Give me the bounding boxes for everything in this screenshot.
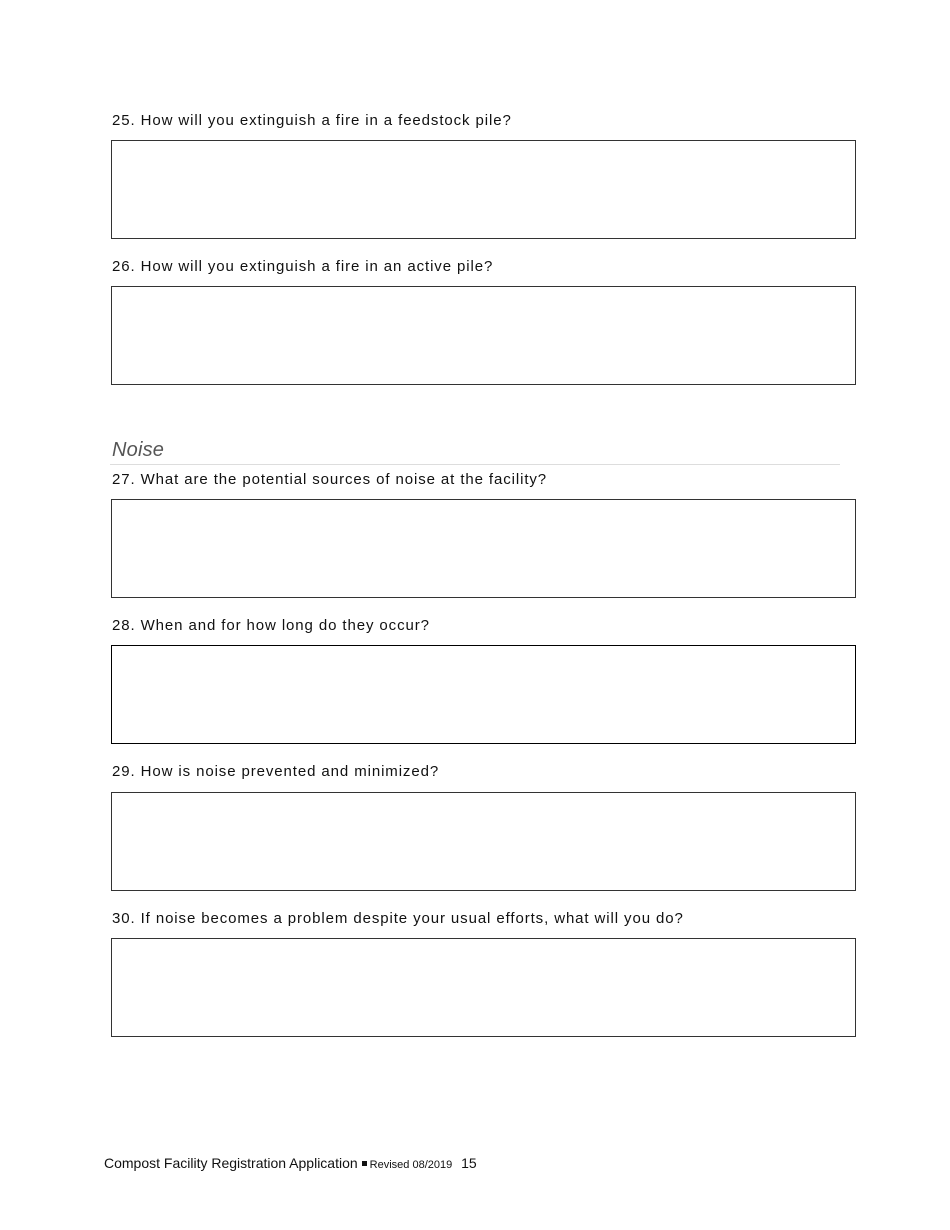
question-29-label: 29. How is noise prevented and minimized? [112,763,440,780]
question-30-label: 30. If noise becomes a problem despite your usual efforts, what will you do? [112,910,684,927]
question-28-label: 28. When and for how long do they occur? [112,617,430,634]
question-29-answer-box[interactable] [111,792,856,891]
page-footer [104,1155,477,1171]
footer-revised: Revised 08/2019 [369,1159,453,1171]
page-number: 15 [461,1155,477,1171]
question-27-label: 27. What are the potential sources of noise at the facility? [112,471,548,488]
question-30-answer-box[interactable] [111,938,856,1037]
section-divider [110,464,840,465]
footer-title: Compost Facility Registration Application [104,1155,358,1171]
section-heading-noise: Noise [112,439,165,461]
question-25-answer-box[interactable] [111,140,856,239]
question-28-answer-box[interactable] [111,645,856,744]
question-26-answer-box[interactable] [111,286,856,385]
footer-bullet [362,1161,367,1166]
question-27-answer-box[interactable] [111,499,856,598]
question-25-label: 25. How will you extinguish a fire in a feedstock pile? [112,112,512,129]
question-26-label: 26. How will you extinguish a fire in an active pile? [112,258,494,275]
